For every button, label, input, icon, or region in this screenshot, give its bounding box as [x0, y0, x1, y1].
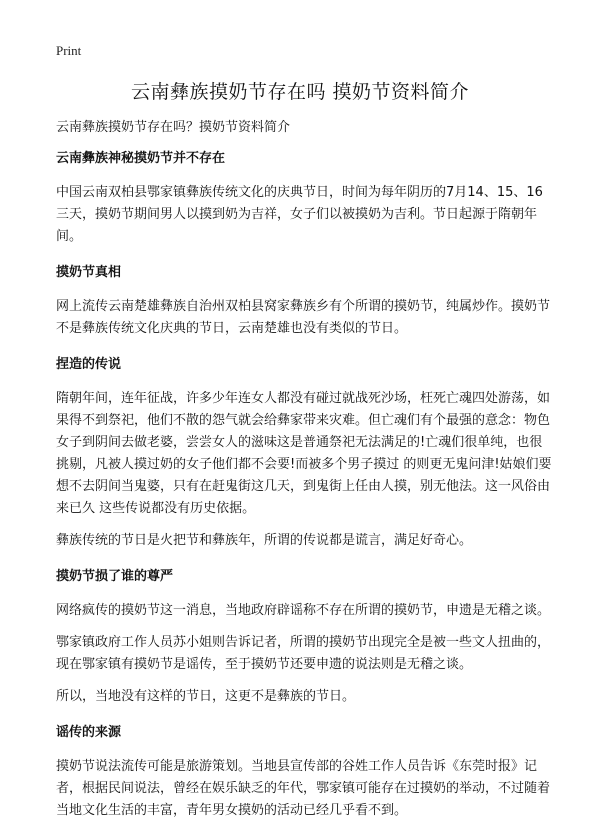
section-heading: 谣传的来源 — [56, 725, 122, 740]
section-paragraph: 网络疯传的摸奶节这一消息，当地政府辟谣称不存在所谓的摸奶节，申遗是无稽之谈。 — [56, 603, 551, 618]
section-heading: 摸奶节真相 — [56, 265, 122, 280]
section-heading: 捏造的传说 — [56, 357, 122, 372]
section-paragraph: 网上流传云南楚雄彝族自治州双柏县窝家彝族乡有个所谓的摸奶节，纯属炒作。摸奶节不是彝族传统文化庆典的节日，云南楚雄也没有类似的节日。 — [56, 299, 551, 336]
article-body — [56, 119, 554, 822]
section-heading: 云南彝族神秘摸奶节并不存在 — [56, 151, 226, 166]
section-paragraph: 隋朝年间，连年征战，许多少年连女人都没有碰过就战死沙场，枉死亡魂四处游荡，如果得不到祭祀，他们不散的怨气就会给彝家带来灾难。但亡魂们有个最强的意念：物色女子到阴间去做老婆，尝尝女人的滋味这是普通祭祀无法满足的!亡魂们很单纯，也很挑剔，凡被人摸过奶的女子他们都不会要!而被多个男子摸过 的则更无鬼问津!姑娘们要想不去阴间当鬼婆，只有在赶鬼街这几天，到鬼街上任由人摸，别无他法。这一风俗由来已久 这些传说都没有历史依据。 — [56, 391, 552, 516]
print-link[interactable]: Print — [56, 43, 82, 58]
article-subtitle: 云南彝族摸奶节存在吗？摸奶节资料简介 — [56, 120, 291, 135]
section-paragraph: 中国云南双柏县鄂家镇彝族传统文化的庆典节日，时间为每年阴历的7月14、15、16三天，摸奶节期间男人以摸到奶为吉祥，女子们以被摸奶为吉利。节日起源于隋朝年间。 — [56, 185, 543, 244]
section-paragraph: 所以，当地没有这样的节日，这更不是彝族的节日。 — [56, 689, 356, 704]
page-title: 云南彝族摸奶节存在吗 摸奶节资料简介 — [130, 81, 470, 103]
section-heading: 摸奶节损了谁的尊严 — [56, 569, 174, 584]
section-paragraph: 摸奶节说法流传可能是旅游策划。当地县宣传部的谷姓工作人员告诉《东莞时报》记者，根据民间说法，曾经在娱乐缺乏的年代，鄂家镇可能存在过摸奶的举动，不过随着当地文化生活的丰富，青年男女摸奶的活动已经几乎看不到。 — [56, 759, 551, 818]
section-paragraph: 鄂家镇政府工作人员苏小姐则告诉记者，所谓的摸奶节出现完全是被一些文人扭曲的，现在鄂家镇有摸奶节是谣传，至于摸奶节还要申遗的说法则是无稽之谈。 — [56, 635, 551, 672]
section-paragraph: 彝族传统的节日是火把节和彝族年，所谓的传说都是谎言，满足好奇心。 — [56, 533, 473, 548]
